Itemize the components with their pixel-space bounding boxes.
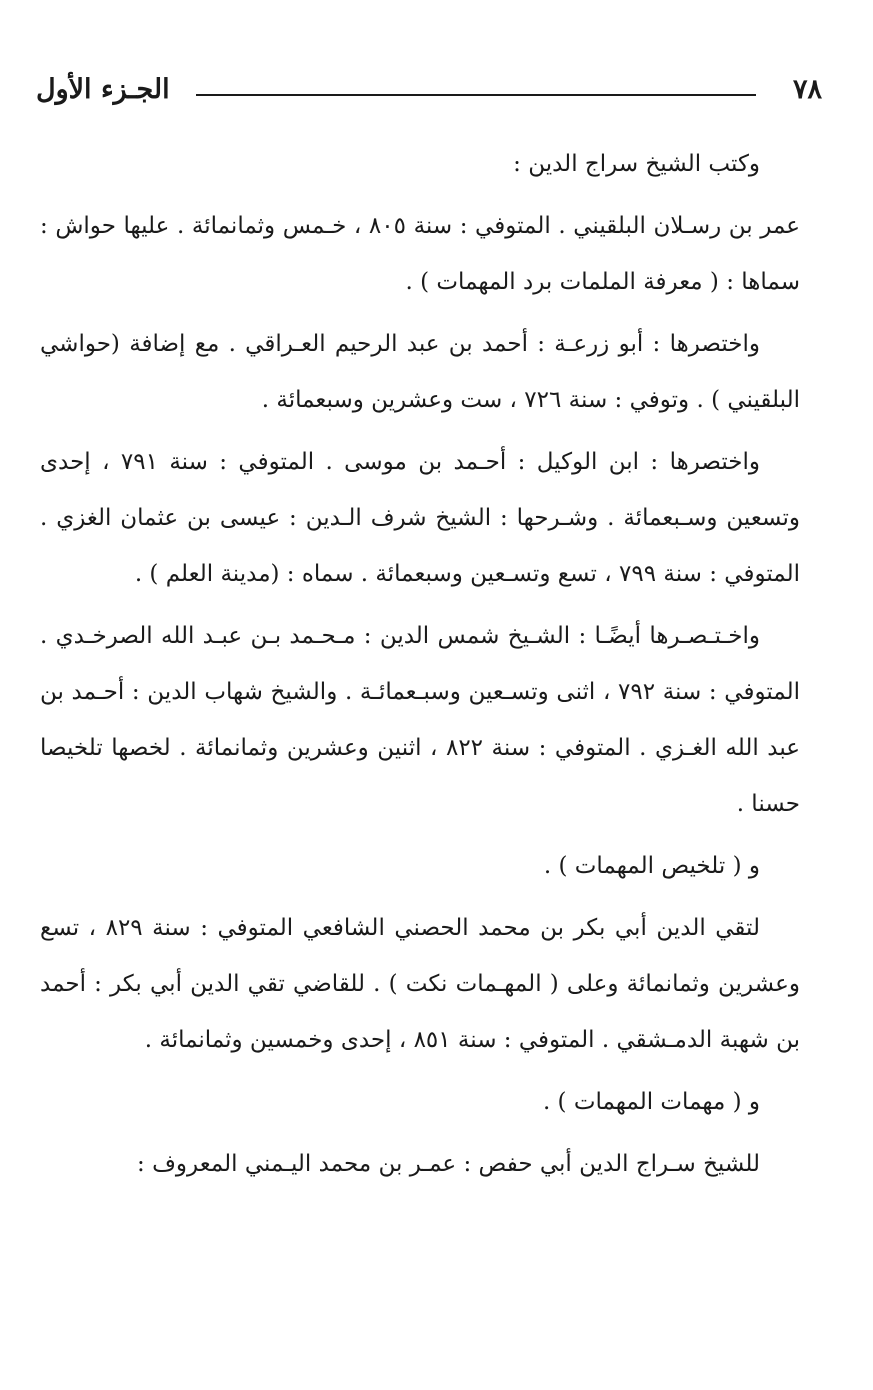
page-number: ٧٨ — [792, 74, 822, 105]
paragraph: لتقي الدين أبي بكر بن محمد الحصني الشافعي المتوفي : سنة ٨٢٩ ، تسع وعشرين وثمانمائة وعلى ( المهـمات نكت ) . للقاضي تقي الدين أبي بكر : أحمد بن شهبة الدمـشقي . المتوفي : سنة ٨٥١ ، إحدى وخمسين وثمانمائة . — [40, 915, 800, 1053]
page-header — [36, 72, 822, 116]
paragraph: واختصرها : ابن الوكيل : أحـمد بن موسى . المتوفي : سنة ٧٩١ ، إحدى وتسعين وسـبعمائة . وشـرحها : الشيخ شرف الـدين : عيسى بن عثمان الغزي . المتوفي : سنة ٧٩٩ ، تسع وتسـعين وسبعمائة . سماه : (مدينة العلم ) . — [40, 449, 800, 587]
paragraph: وكتب الشيخ سراج الدين : — [513, 151, 760, 177]
paragraph: و ( تلخيص المهمات ) . — [543, 853, 760, 879]
page-body — [40, 136, 800, 1198]
paragraph: للشيخ سـراج الدين أبي حفص : عمـر بن محمد اليـمني المعروف : — [137, 1151, 760, 1177]
paragraph: عمر بن رسـلان البلقيني . المتوفي : سنة ٨٠٥ ، خـمس وثمانمائة . عليها حواش : سماها : ( معرفة الملمات برد المهمات ) . — [40, 213, 800, 295]
header-rule — [196, 94, 756, 96]
paragraph: واختصرها : أبو زرعـة : أحمد بن عبد الرحيم العـراقي . مع إضافة (حواشي البلقيني ) . وتوفي : سنة ٧٢٦ ، ست وعشرين وسبعمائة . — [40, 331, 800, 413]
paragraph: و ( مهمات المهمات ) . — [542, 1089, 760, 1115]
paragraph: واخـتـصـرها أيضًـا : الشـيخ شمس الدين : مـحـمد بـن عبـد الله الصرخـدي . المتوفي : سنة ٧٩٢ ، اثنى وتسـعين وسبـعمائـة . والشيخ شهاب الدين : أحـمد بن عبد الله الغـزي . المتوفي : سنة ٨٢٢ ، اثنين وعشرين وثمانمائة . لخصها تلخيصا حسنا . — [40, 623, 800, 817]
running-title: الجـزء الأول — [36, 74, 170, 105]
